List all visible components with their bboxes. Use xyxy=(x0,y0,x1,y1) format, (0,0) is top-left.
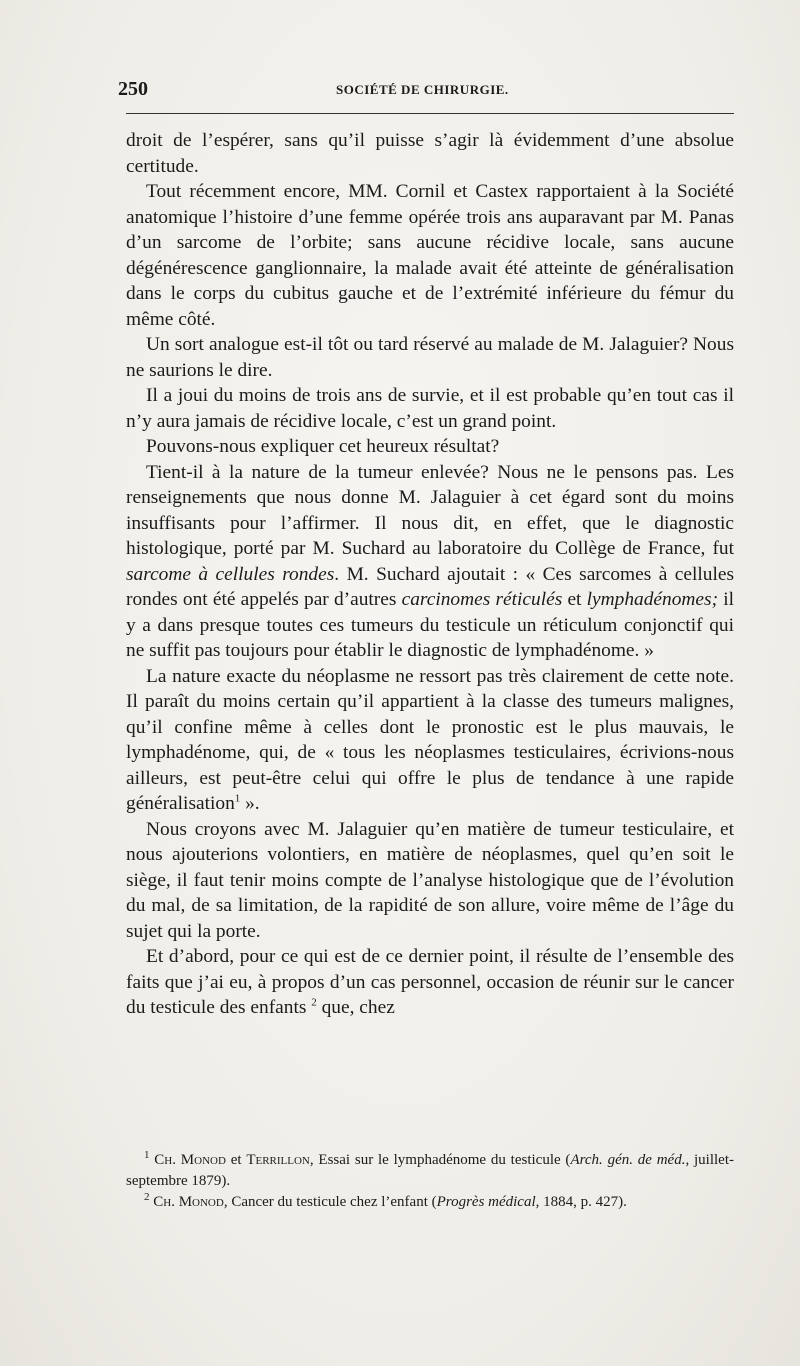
running-head: SOCIÉTÉ DE CHIRURGIE. xyxy=(336,82,509,97)
footnote-2-journal: Progrès médical xyxy=(436,1194,536,1210)
paragraph-6-italic-carcinomes: carcinomes réticulés xyxy=(401,589,563,610)
paragraph-7 xyxy=(126,664,734,817)
body-text xyxy=(126,128,734,1021)
footnote-2-mark: 2 xyxy=(144,1191,150,1203)
footnote-2 xyxy=(126,1192,734,1213)
paragraph-6-part-g: il y a dans presque toutes ces tumeurs du testicule un réticulum conjonctif qui ne suffit pas toujours pour établir le diagnostic de lymphadénome. » xyxy=(126,589,735,661)
footnote-2-author: Ch. Monod xyxy=(153,1194,224,1210)
paragraph-4: Il a joui du moins de trois ans de survie, et il est probable qu’en tout cas il n’y aura jamais de récidive locale, c’est un grand point. xyxy=(126,385,734,432)
paragraph-2: Tout récemment encore, MM. Cornil et Castex rapportaient à la Société anatomique l’histoire d’une femme opérée trois ans auparavant par M. Panas d’un sarcome de l’orbite; sans aucune récidive locale, sans aucune dégénérescence ganglionnaire, la malade avait été atteinte de généralisation dans le corps du cubitus gauche et de l’extrémité inférieure du fémur du même côté. xyxy=(126,181,734,330)
paragraph-9-part-a: Et d’abord, pour ce qui est de ce dernier point, il résulte de l’ensemble des faits que j’ai eu, à propos d’un cas personnel, occasion de réunir sur le cancer du testicule des enfants xyxy=(126,946,734,1018)
paragraph-7-part-a: La nature exacte du néoplasme ne ressort pas très clairement de cette note. Il paraît du moins certain qu’il appartient à la classe des tumeurs malignes, qu’il confine même à celles dont le pronostic est le plus mauvais, le lymphadénome, qui, de « tous les néoplasmes testiculaires, écrivions-nous ailleurs, est peut-être celui qui offre le plus de tendance à une rapide généralisation xyxy=(126,665,734,814)
footnote-1-author-a: Ch. Monod xyxy=(154,1152,226,1168)
footnote-2-text: , Cancer du testicule chez l’enfant ( xyxy=(223,1194,437,1210)
paragraph-3: Un sort analogue est-il tôt ou tard réservé au malade de M. Jalaguier? Nous ne saurions le dire. xyxy=(126,334,734,381)
paragraph-6-part-a: Tient-il à la nature de la tumeur enlevée? Nous ne le pensons pas. Les renseignements que nous donne M. Jalaguier à cet égard sont du moins insuffisants pour l’affirmer. Il nous dit, en effet, que le diagnostic histologique, porté par M. Suchard au laboratoire du Collège de France, fut xyxy=(126,461,734,559)
footnote-ref-2: 2 xyxy=(311,996,317,1009)
paragraph-6-part-c: . M. Suchard ajoutait : « Ces sarcomes à cellules rondes ont été appelés par d’autres xyxy=(126,563,734,610)
paragraph-8: Nous croyons avec M. Jalaguier qu’en matière de tumeur testiculaire, et nous ajouterions volontiers, en matière de néoplasmes, quel qu’en soit le siège, il faut tenir moins compte de l’analyse histologique que de l’évolution du mal, de sa limitation, de la rapidité de son allure, voire même de l’âge du sujet qui la porte. xyxy=(126,818,734,942)
page-header xyxy=(118,78,738,104)
paragraph-6-italic-sarcome: sarcome à cellules rondes xyxy=(126,563,335,585)
paragraph-9-part-b: que, chez xyxy=(316,997,395,1018)
footnote-1-author-b: Terrillon xyxy=(246,1152,310,1168)
paragraph-9 xyxy=(126,944,734,1021)
footnote-1-mark: 1 xyxy=(144,1149,150,1161)
paragraph-1: droit de l’espérer, sans qu’il puisse s’agir là évidemment d’une absolue certitude. xyxy=(126,130,734,177)
footnote-1-journal: Arch. gén. de méd. xyxy=(570,1152,686,1168)
footnote-1-and: et xyxy=(225,1152,247,1168)
paragraph-5: Pouvons-nous expliquer cet heureux résultat? xyxy=(146,436,500,457)
paragraph-6 xyxy=(126,460,734,664)
footnote-1-text: , Essai sur le lymphadénome du testicule ( xyxy=(309,1152,571,1168)
footnote-1 xyxy=(126,1150,734,1192)
footnotes xyxy=(126,1150,734,1213)
paragraph-6-italic-lymphadenomes: lymphadénomes; xyxy=(586,589,719,610)
footnote-1-end: , juillet-septembre 1879). xyxy=(126,1152,734,1189)
paragraph-6-part-e: et xyxy=(562,589,587,610)
page-number: 250 xyxy=(118,78,148,100)
header-rule xyxy=(126,113,734,114)
footnote-ref-1: 1 xyxy=(234,792,241,805)
paragraph-7-part-b: ». xyxy=(240,793,260,814)
footnote-2-end: , 1884, p. 427). xyxy=(535,1194,627,1210)
